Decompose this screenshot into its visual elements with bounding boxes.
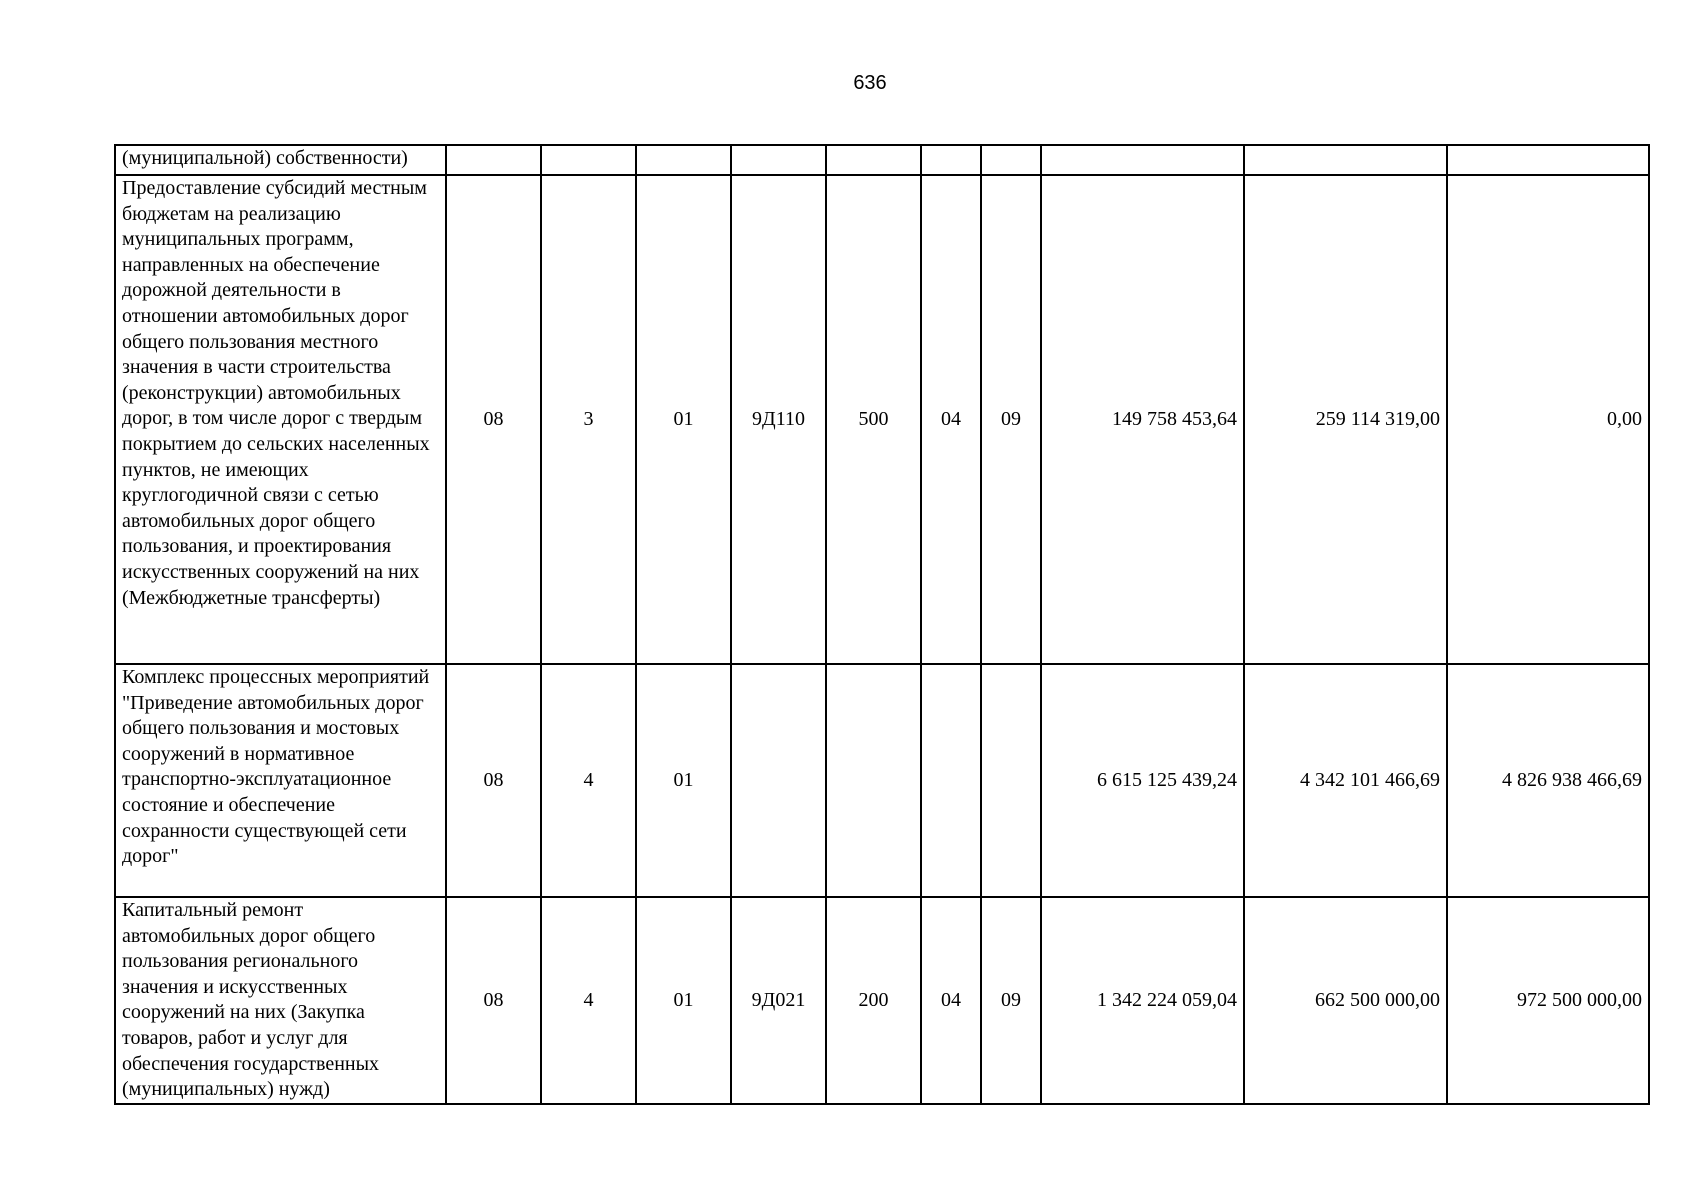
table-row: [115, 897, 1649, 1104]
subsection-cell: 09: [981, 897, 1041, 1104]
section-cell: [921, 664, 981, 897]
subsection-cell: [981, 145, 1041, 175]
amount-year1-cell: [1041, 145, 1244, 175]
section-cell: 04: [921, 897, 981, 1104]
row-name-cell: (муниципальной) собственности): [115, 145, 446, 175]
amount-year2-cell: 4 342 101 466,69: [1244, 664, 1447, 897]
amount-year1-cell: 6 615 125 439,24: [1041, 664, 1244, 897]
direction-code-cell: 9Д021: [731, 897, 826, 1104]
program-code-cell: [446, 145, 541, 175]
direction-code-cell: 9Д110: [731, 175, 826, 664]
event-code-cell: 01: [636, 664, 731, 897]
event-code-cell: 01: [636, 897, 731, 1104]
table-row: [115, 175, 1649, 664]
amount-year3-cell: 0,00: [1447, 175, 1649, 664]
program-code-cell: 08: [446, 897, 541, 1104]
direction-code-cell: [731, 664, 826, 897]
program-code-cell: 08: [446, 175, 541, 664]
row-name-cell: Капитальный ремонт автомобильных дорог общего пользования регионального значения и искусственных сооружений на них (Закупка товаров, работ и услуг для обеспечения государственных (муниципальных) нужд): [115, 897, 446, 1104]
row-name-cell: Предоставление субсидий местным бюджетам на реализацию муниципальных программ, направленных на обеспечение дорожной деятельности в отношении автомобильных дорог общего пользования местного значения в части строительства (реконструкции) автомобильных дорог, в том числе дорог с твердым покрытием до сельских населенных пунктов, не имеющих круглогодичной связи с сетью автомобильных дорог общего пользования, и проектирования искусственных сооружений на них (Межбюджетные трансферты): [115, 175, 446, 664]
table-row: [115, 664, 1649, 897]
amount-year2-cell: 259 114 319,00: [1244, 175, 1447, 664]
event-code-cell: [636, 145, 731, 175]
section-cell: 04: [921, 175, 981, 664]
amount-year3-cell: [1447, 145, 1649, 175]
amount-year2-cell: 662 500 000,00: [1244, 897, 1447, 1104]
program-code-cell: 08: [446, 664, 541, 897]
subprogram-code-cell: 4: [541, 897, 636, 1104]
page-number: 636: [853, 72, 887, 94]
amount-year3-cell: 972 500 000,00: [1447, 897, 1649, 1104]
subsection-cell: 09: [981, 175, 1041, 664]
expense-type-cell: 200: [826, 897, 921, 1104]
subprogram-code-cell: 3: [541, 175, 636, 664]
subprogram-code-cell: 4: [541, 664, 636, 897]
expense-type-cell: 500: [826, 175, 921, 664]
amount-year1-cell: 1 342 224 059,04: [1041, 897, 1244, 1104]
amount-year1-cell: 149 758 453,64: [1041, 175, 1244, 664]
budget-table: [114, 144, 1650, 1105]
table-row: [115, 145, 1649, 175]
amount-year2-cell: [1244, 145, 1447, 175]
event-code-cell: 01: [636, 175, 731, 664]
row-name-cell: Комплекс процессных мероприятий "Приведение автомобильных дорог общего пользования и мостовых сооружений в нормативное транспортно-эксплуатационное состояние и обеспечение сохранности существующей сети дорог": [115, 664, 446, 897]
amount-year3-cell: 4 826 938 466,69: [1447, 664, 1649, 897]
subprogram-code-cell: [541, 145, 636, 175]
subsection-cell: [981, 664, 1041, 897]
section-cell: [921, 145, 981, 175]
expense-type-cell: [826, 145, 921, 175]
expense-type-cell: [826, 664, 921, 897]
direction-code-cell: [731, 145, 826, 175]
